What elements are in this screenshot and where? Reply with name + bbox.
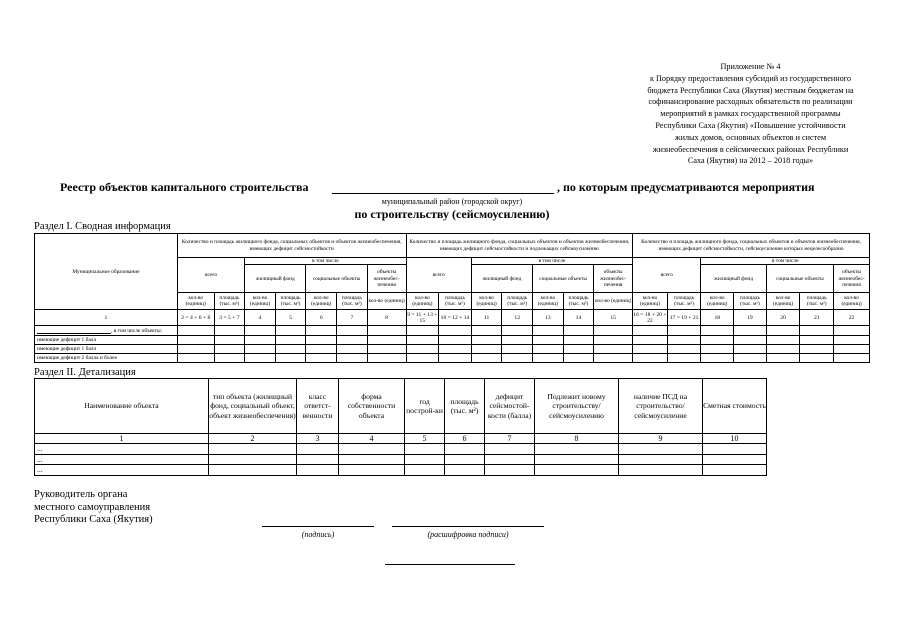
- col-number: 4: [339, 434, 405, 444]
- col-number: 10 = 12 + 14: [439, 310, 472, 326]
- social-header: социальные объекты: [766, 265, 833, 293]
- name-decode-line: [392, 526, 544, 527]
- life-support-header: объекты жизнеобес-печения: [834, 265, 870, 293]
- group-header-deficit: Количество и площадь жилищного фонда, социальных объектов и объектов жизнеобеспечения, имеющих дефицит сейсмостойкости: [177, 234, 406, 258]
- life-support-header: объекты жизнеобес-печения: [594, 265, 633, 293]
- row-label: ...: [35, 444, 209, 454]
- appendix-line: к Порядку предоставления субсидий из государственного: [649, 73, 852, 83]
- housing-header: жилищный фонд: [701, 265, 766, 293]
- table-row: [35, 465, 767, 475]
- appendix-line: Республики Саха (Якутия) «Повышение устойчивости: [655, 120, 846, 130]
- signature-line: [262, 526, 374, 527]
- col-number: 8: [535, 434, 619, 444]
- appendix-note: [628, 61, 873, 167]
- col-number: 12: [502, 310, 533, 326]
- col-number: 6: [306, 310, 337, 326]
- col-number: 8: [367, 310, 406, 326]
- col-number: 7: [337, 310, 368, 326]
- title-left: Реестр объектов капитального строительства: [60, 180, 309, 194]
- row-label: имеющие дефицит 1 балл: [35, 345, 178, 354]
- signer-line: местного самоуправления: [34, 501, 151, 513]
- column-number-row: [35, 434, 767, 444]
- municipality-header: Муниципальное образование: [35, 234, 178, 310]
- column-number-row: [35, 310, 870, 326]
- municipality-blank-line: [37, 327, 111, 334]
- table-row: [35, 454, 767, 464]
- housing-header: жилищный фонд: [471, 265, 532, 293]
- unit-qty: кол-во (единиц): [533, 293, 564, 310]
- total-header: всего: [406, 258, 471, 293]
- housing-header: жилищный фонд: [245, 265, 306, 293]
- unit-qty: кол-во (единиц): [766, 293, 800, 310]
- col-number: 3 = 5 + 7: [214, 310, 245, 326]
- unit-area: площадь (тыс. м²): [667, 293, 701, 310]
- header-ownership-form: форма собственности объекта: [339, 379, 405, 434]
- unit-area: площадь (тыс. м²): [337, 293, 368, 310]
- footer-divider: [385, 564, 515, 565]
- municipality-caption: муниципальный район (городской округ): [381, 197, 523, 206]
- appendix-line: Приложение № 4: [720, 62, 781, 71]
- col-number: 4: [245, 310, 276, 326]
- unit-qty: кол-во (единиц): [701, 293, 734, 310]
- unit-area: площадь (тыс. м²): [734, 293, 767, 310]
- col-number: 1: [35, 310, 178, 326]
- social-header: социальные объекты: [533, 265, 594, 293]
- appendix-line: софинансирование расходных обязательств по реализации: [648, 97, 853, 107]
- title-right: , по которым предусматриваются мероприятия: [557, 180, 815, 194]
- social-header: социальные объекты: [306, 265, 367, 293]
- header-object-type: тип объекта (жилищный фонд, социальный объект, объект жизнеобеспечения): [209, 379, 297, 434]
- col-number: 17 = 19 + 21: [667, 310, 701, 326]
- col-number: 14: [563, 310, 594, 326]
- table-row: [35, 345, 870, 354]
- signer-line: Республики Саха (Якутия): [34, 514, 153, 526]
- col-number: 2: [209, 434, 297, 444]
- col-number: 19: [734, 310, 767, 326]
- unit-qty: кол-во (единиц): [834, 293, 870, 310]
- col-number: 10: [703, 434, 767, 444]
- incl-header: в том числе: [471, 258, 632, 265]
- table-row: [35, 336, 870, 345]
- municipality-blank-line: [332, 193, 554, 194]
- total-header: всего: [633, 258, 701, 293]
- table-row: [35, 354, 870, 363]
- unit-area: площадь (тыс. м²): [502, 293, 533, 310]
- table-row: [35, 444, 767, 454]
- col-number: 9: [619, 434, 703, 444]
- summary-table: [34, 233, 870, 363]
- header-object-name: Наименование объекта: [35, 379, 209, 434]
- unit-qty: кол-во (единиц): [406, 293, 439, 310]
- unit-qty: кол-во (единиц): [306, 293, 337, 310]
- signature-caption: (подпись): [301, 530, 335, 539]
- col-number: 13: [533, 310, 564, 326]
- header-build-year: год построй-ки: [405, 379, 445, 434]
- group-header-inexpedient: Количество и площадь жилищного фонда, социальных объектов и объектов жизнеобеспечения, имеющих дефицит сейсмостойкости, сейсмоусиление которых нецелесообразно: [633, 234, 870, 258]
- signer-line: Руководитель органа: [34, 489, 128, 500]
- header-area: площадь (тыс. м²): [445, 379, 485, 434]
- table-row: [35, 326, 870, 336]
- col-number: 9 = 11 + 13 + 15: [407, 311, 438, 324]
- appendix-line: жилых домов, основных объектов и систем: [674, 132, 827, 142]
- row-label: имеющие дефицит 1 балл: [35, 336, 178, 345]
- municipality-entry-cell: [35, 326, 178, 336]
- header-design-docs: наличие ПСД на строительство/ сейсмоусиление: [619, 379, 703, 434]
- incl-objects-label: , в том числе объекты:: [111, 328, 163, 334]
- col-number: 6: [445, 434, 485, 444]
- detail-table: [34, 378, 767, 476]
- unit-qty: кол-во (единиц): [367, 293, 406, 310]
- header-new-construction: Подлежит новому строительству/ сейсмоусилению: [535, 379, 619, 434]
- life-support-header: объекты жизнеобес-печения: [367, 265, 406, 293]
- col-number: 5: [405, 434, 445, 444]
- unit-qty: кол-во (единиц): [633, 293, 668, 310]
- unit-qty: кол-во (единиц): [471, 293, 502, 310]
- signature-block: [34, 489, 153, 527]
- header-estimated-cost: Сметная стоимость: [703, 379, 767, 434]
- unit-area: площадь (тыс. м²): [275, 293, 306, 310]
- incl-header: в том числе: [245, 258, 406, 265]
- group-header-reinforce: Количество и площадь жилищного фонда, социальных объектов и объектов жизнеобеспечения, имеющих дефицит сейсмостойкости и подлежащих сейсмоусилению: [406, 234, 633, 258]
- document-title: [60, 180, 860, 196]
- row-label: ...: [35, 454, 209, 464]
- col-number: 22: [834, 310, 870, 326]
- total-header: всего: [177, 258, 244, 293]
- col-number: 21: [800, 310, 834, 326]
- col-number: 15: [594, 310, 633, 326]
- col-number: 1: [35, 434, 209, 444]
- col-number: 18: [701, 310, 734, 326]
- col-number: 5: [275, 310, 306, 326]
- unit-area: площадь (тыс. м²): [800, 293, 834, 310]
- header-responsibility-class: класс ответст-венности: [297, 379, 339, 434]
- appendix-line: Саха (Якутия) на 2012 – 2018 годы»: [687, 156, 814, 166]
- row-label: имеющие дефицит 2 балла и более: [35, 354, 178, 363]
- incl-header: в том числе: [701, 258, 870, 265]
- unit-qty: кол-во (единиц): [594, 293, 633, 310]
- row-label: ...: [35, 465, 209, 475]
- unit-area: площадь (тыс. м²): [214, 293, 245, 310]
- col-number: 7: [485, 434, 535, 444]
- section1-heading: Раздел I. Сводная информация: [34, 221, 171, 232]
- header-seismic-deficit: дефицит сейсмостой-кости (балла): [485, 379, 535, 434]
- unit-area: площадь (тыс. м²): [563, 293, 594, 310]
- name-decode-caption: (расшифровка подписи): [427, 530, 509, 539]
- unit-qty: кол-во (единиц): [245, 293, 276, 310]
- appendix-line: жизнеобеспечения в сейсмических районах Республики: [652, 144, 849, 154]
- col-number: 11: [471, 310, 502, 326]
- col-number: 2 = 4 + 6 + 8: [177, 310, 214, 326]
- col-number: 3: [297, 434, 339, 444]
- col-number: 20: [766, 310, 800, 326]
- appendix-line: бюджета Республики Саха (Якутия) местным бюджетам на: [647, 85, 854, 95]
- unit-qty: кол-во (единиц): [177, 293, 214, 310]
- unit-area: площадь (тыс. м²): [439, 293, 472, 310]
- col-number: 16 = 18 + 20 + 22: [633, 311, 667, 324]
- appendix-line: мероприятий в рамках государственной программы: [660, 109, 841, 119]
- title-subtitle: по строительству (сейсмоусилению): [354, 207, 550, 221]
- section2-heading: Раздел II. Детализация: [34, 367, 136, 378]
